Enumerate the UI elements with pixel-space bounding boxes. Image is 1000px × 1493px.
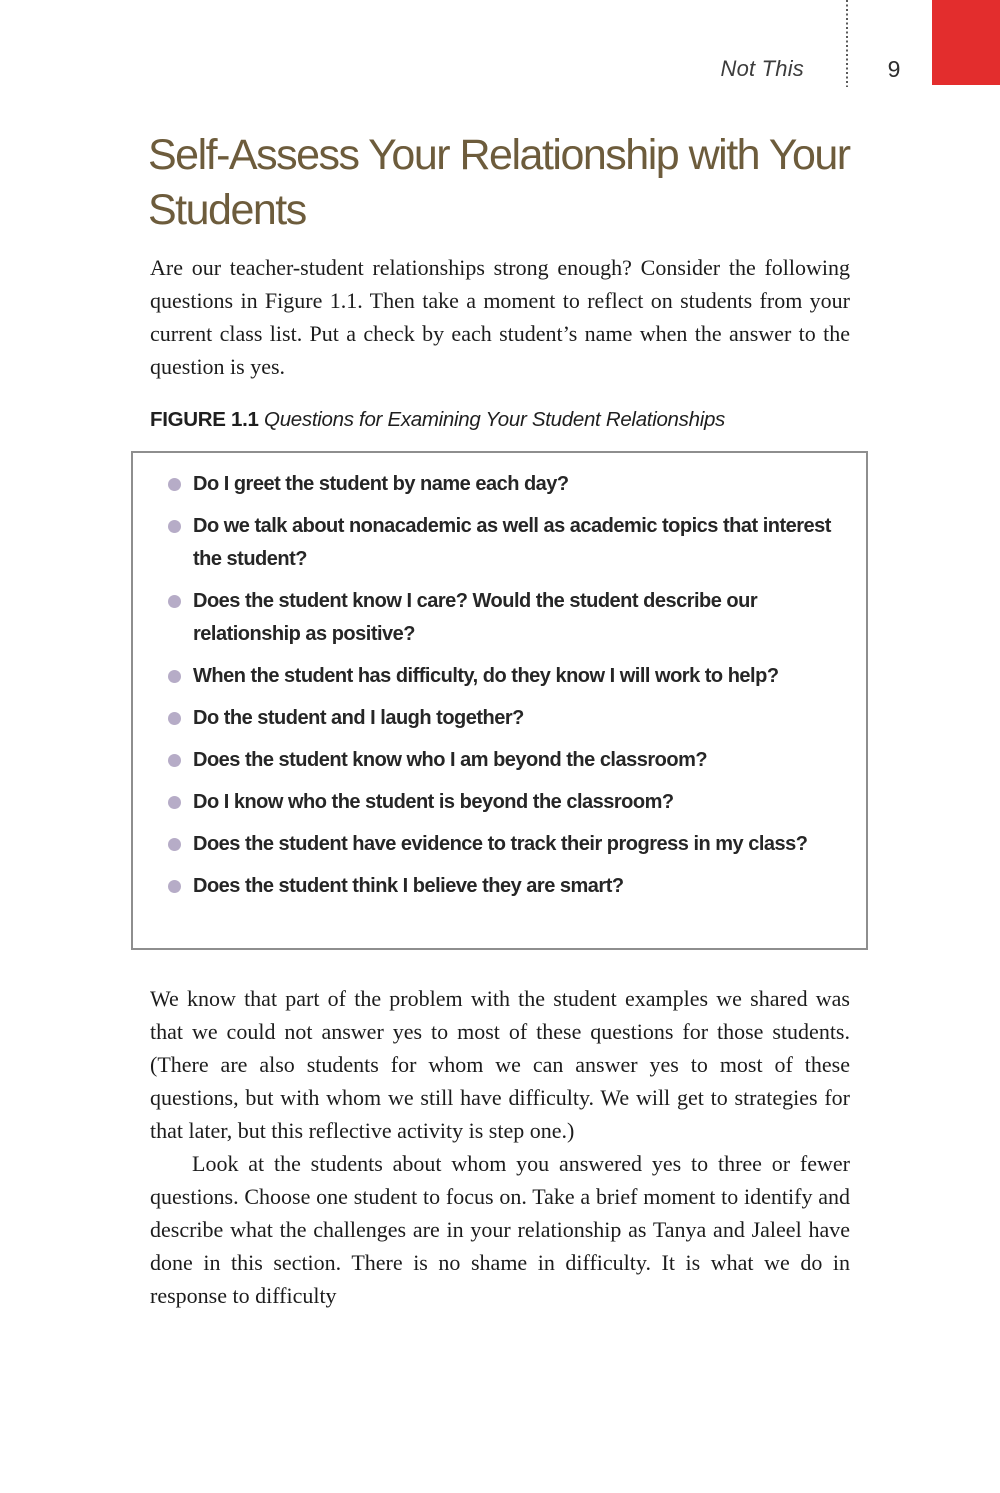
list-item	[168, 786, 848, 819]
question-text: Does the student know I care? Would the student describe our relationship as positive?	[193, 590, 758, 645]
question-text: When the student has difficulty, do they know I will work to help?	[193, 665, 779, 687]
list-item	[168, 510, 848, 576]
question-text: Does the student think I believe they are smart?	[193, 875, 624, 897]
dotted-rule	[846, 0, 848, 87]
bullet-icon	[168, 796, 181, 809]
body-paragraph: We know that part of the problem with the student examples we shared was that we could not answer yes to most of these questions for those students. (There are also students for whom we can answer yes to most of these questions, but with whom we still have difficulty. We will get to strategies for that later, but this reflective activity is step one.)	[150, 986, 850, 1143]
bullet-icon	[168, 520, 181, 533]
question-text: Do we talk about nonacademic as well as academic topics that interest the student?	[193, 515, 831, 570]
running-head: Not This	[720, 56, 804, 81]
figure-box	[131, 451, 868, 950]
bullet-icon	[168, 712, 181, 725]
question-text: Do I greet the student by name each day?	[193, 473, 569, 495]
figure-caption-text: Questions for Examining Your Student Relationships	[264, 408, 726, 431]
list-item	[168, 828, 848, 861]
page-number: 9	[887, 56, 901, 82]
question-text: Does the student know who I am beyond the classroom?	[193, 749, 708, 771]
bullet-icon	[168, 880, 181, 893]
list-item	[168, 468, 848, 501]
bullet-icon	[168, 478, 181, 491]
bullet-icon	[168, 670, 181, 683]
list-item	[168, 660, 848, 693]
figure-label: FIGURE 1.1	[150, 408, 259, 431]
bullet-icon	[168, 754, 181, 767]
corner-accent-block	[932, 0, 1000, 85]
list-item	[168, 585, 848, 651]
bullet-icon	[168, 595, 181, 608]
intro-paragraph: Are our teacher-student relationships strong enough? Consider the following questions in Figure 1.1. Then take a moment to reflect on students from your current class list. Put a check by each student’s name when the answer to the question is yes.	[150, 255, 850, 379]
question-text: Do the student and I laugh together?	[193, 707, 524, 729]
list-item	[168, 870, 848, 903]
body-paragraph: Look at the students about whom you answered yes to three or fewer questions. Choose one student to focus on. Take a brief moment to identify and describe what the challenges are in your relationship as Tanya and Jaleel have done in this section. There is no shame in difficulty. It is what we do in response to difficulty	[150, 1151, 850, 1308]
page-title: Self-Assess Your Relationship with Your Students	[148, 131, 850, 234]
list-item	[168, 744, 848, 777]
body-text	[150, 982, 850, 1312]
figure-caption	[150, 408, 860, 432]
question-text: Does the student have evidence to track their progress in my class?	[193, 833, 808, 855]
question-list	[168, 468, 848, 903]
question-text: Do I know who the student is beyond the classroom?	[193, 791, 674, 813]
list-item	[168, 702, 848, 735]
bullet-icon	[168, 838, 181, 851]
